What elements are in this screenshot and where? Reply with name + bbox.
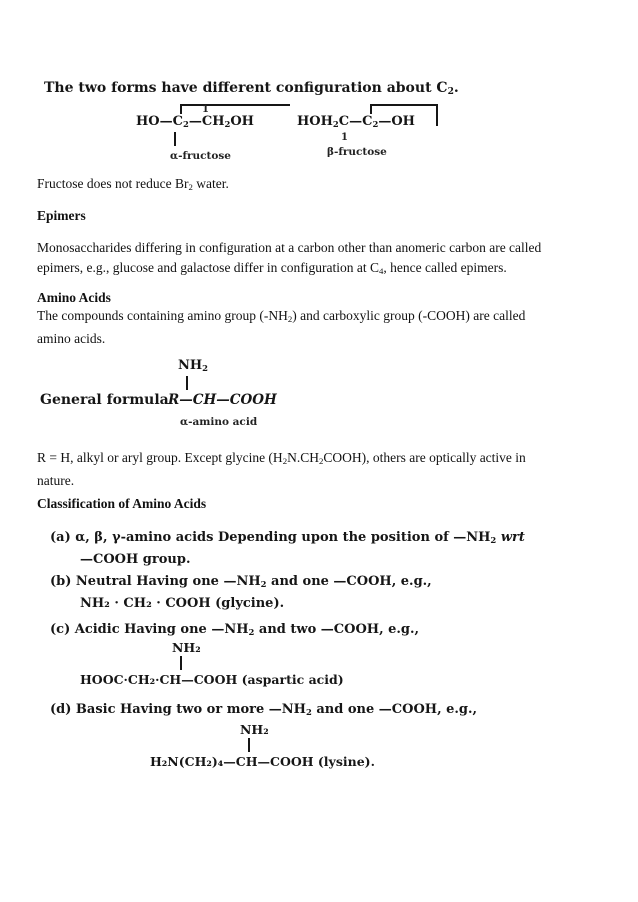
class-a: (a) α, β, γ-amino acids Depending upon the position of $—NH_2$ wrt —COOH group.: [50, 530, 525, 567]
classification-heading: Classification of Amino Acids: [37, 496, 207, 511]
alpha-fructose-label: α-fructose: [170, 150, 231, 162]
class-b-neutral: (b) Neutral Having one $—NH_2$ and one —COOH, e.g., NH₂ · CH₂ · COOH (glycine).: [50, 574, 432, 611]
lysine-formula: H₂N(CH₂)₄—CH—COOH (lysine).: [150, 754, 375, 769]
aspartic-acid-formula: HOOC·CH₂·CH—COOH (aspartic acid): [80, 672, 344, 687]
lysine-nh2: NH₂: [240, 722, 269, 737]
general-formula-figure: $NH_2$ General formula R—CH—COOH α-amino acid: [40, 358, 277, 428]
aspartic-acid-nh2: NH₂: [172, 640, 201, 655]
r-group-note: R = H, alkyl or aryl group. Except glycine $(H_2N.CH_2COOH)$, others are optically active in nature.: [37, 450, 526, 488]
class-c-acidic: (c) Acidic Having one $—NH_2$ and two —COOH, e.g.,: [50, 622, 420, 637]
fructose-config-title: The two forms have different configuration about $C_2$.: [44, 80, 459, 97]
general-formula-label: General formula: [40, 392, 169, 408]
amino-acids-heading: Amino Acids: [37, 290, 111, 305]
general-formula: R—CH—COOH: [168, 392, 277, 408]
alpha-amino-acid-label: α-amino acid: [180, 416, 258, 428]
amino-acids-paragraph: The compounds containing amino group $(-NH_2)$ and carboxylic group (-COOH) are called amino acids.: [37, 308, 526, 346]
class-d-basic: (d) Basic Having two or more $—NH_2$ and one —COOH, e.g.,: [50, 702, 478, 717]
beta-fructose-label: β-fructose: [327, 146, 387, 158]
epimers-paragraph: Monosaccharides differing in configuration at a carbon other than anomeric carbon are called epimers, e.g., glucose and galactose differ in configuration at $C_4$, hence called epimers.: [37, 240, 542, 276]
epimers-heading: Epimers: [37, 208, 86, 223]
fructose-note: Fructose does not reduce $Br_2$ water.: [37, 176, 229, 192]
beta-fructose-structure: $HOH_2C—C_2—OH$ 1 β-fructose: [295, 100, 455, 170]
alpha-fructose-structure: 1 $HO—C_2—CH_2OH$ α-fructose: [130, 100, 290, 170]
